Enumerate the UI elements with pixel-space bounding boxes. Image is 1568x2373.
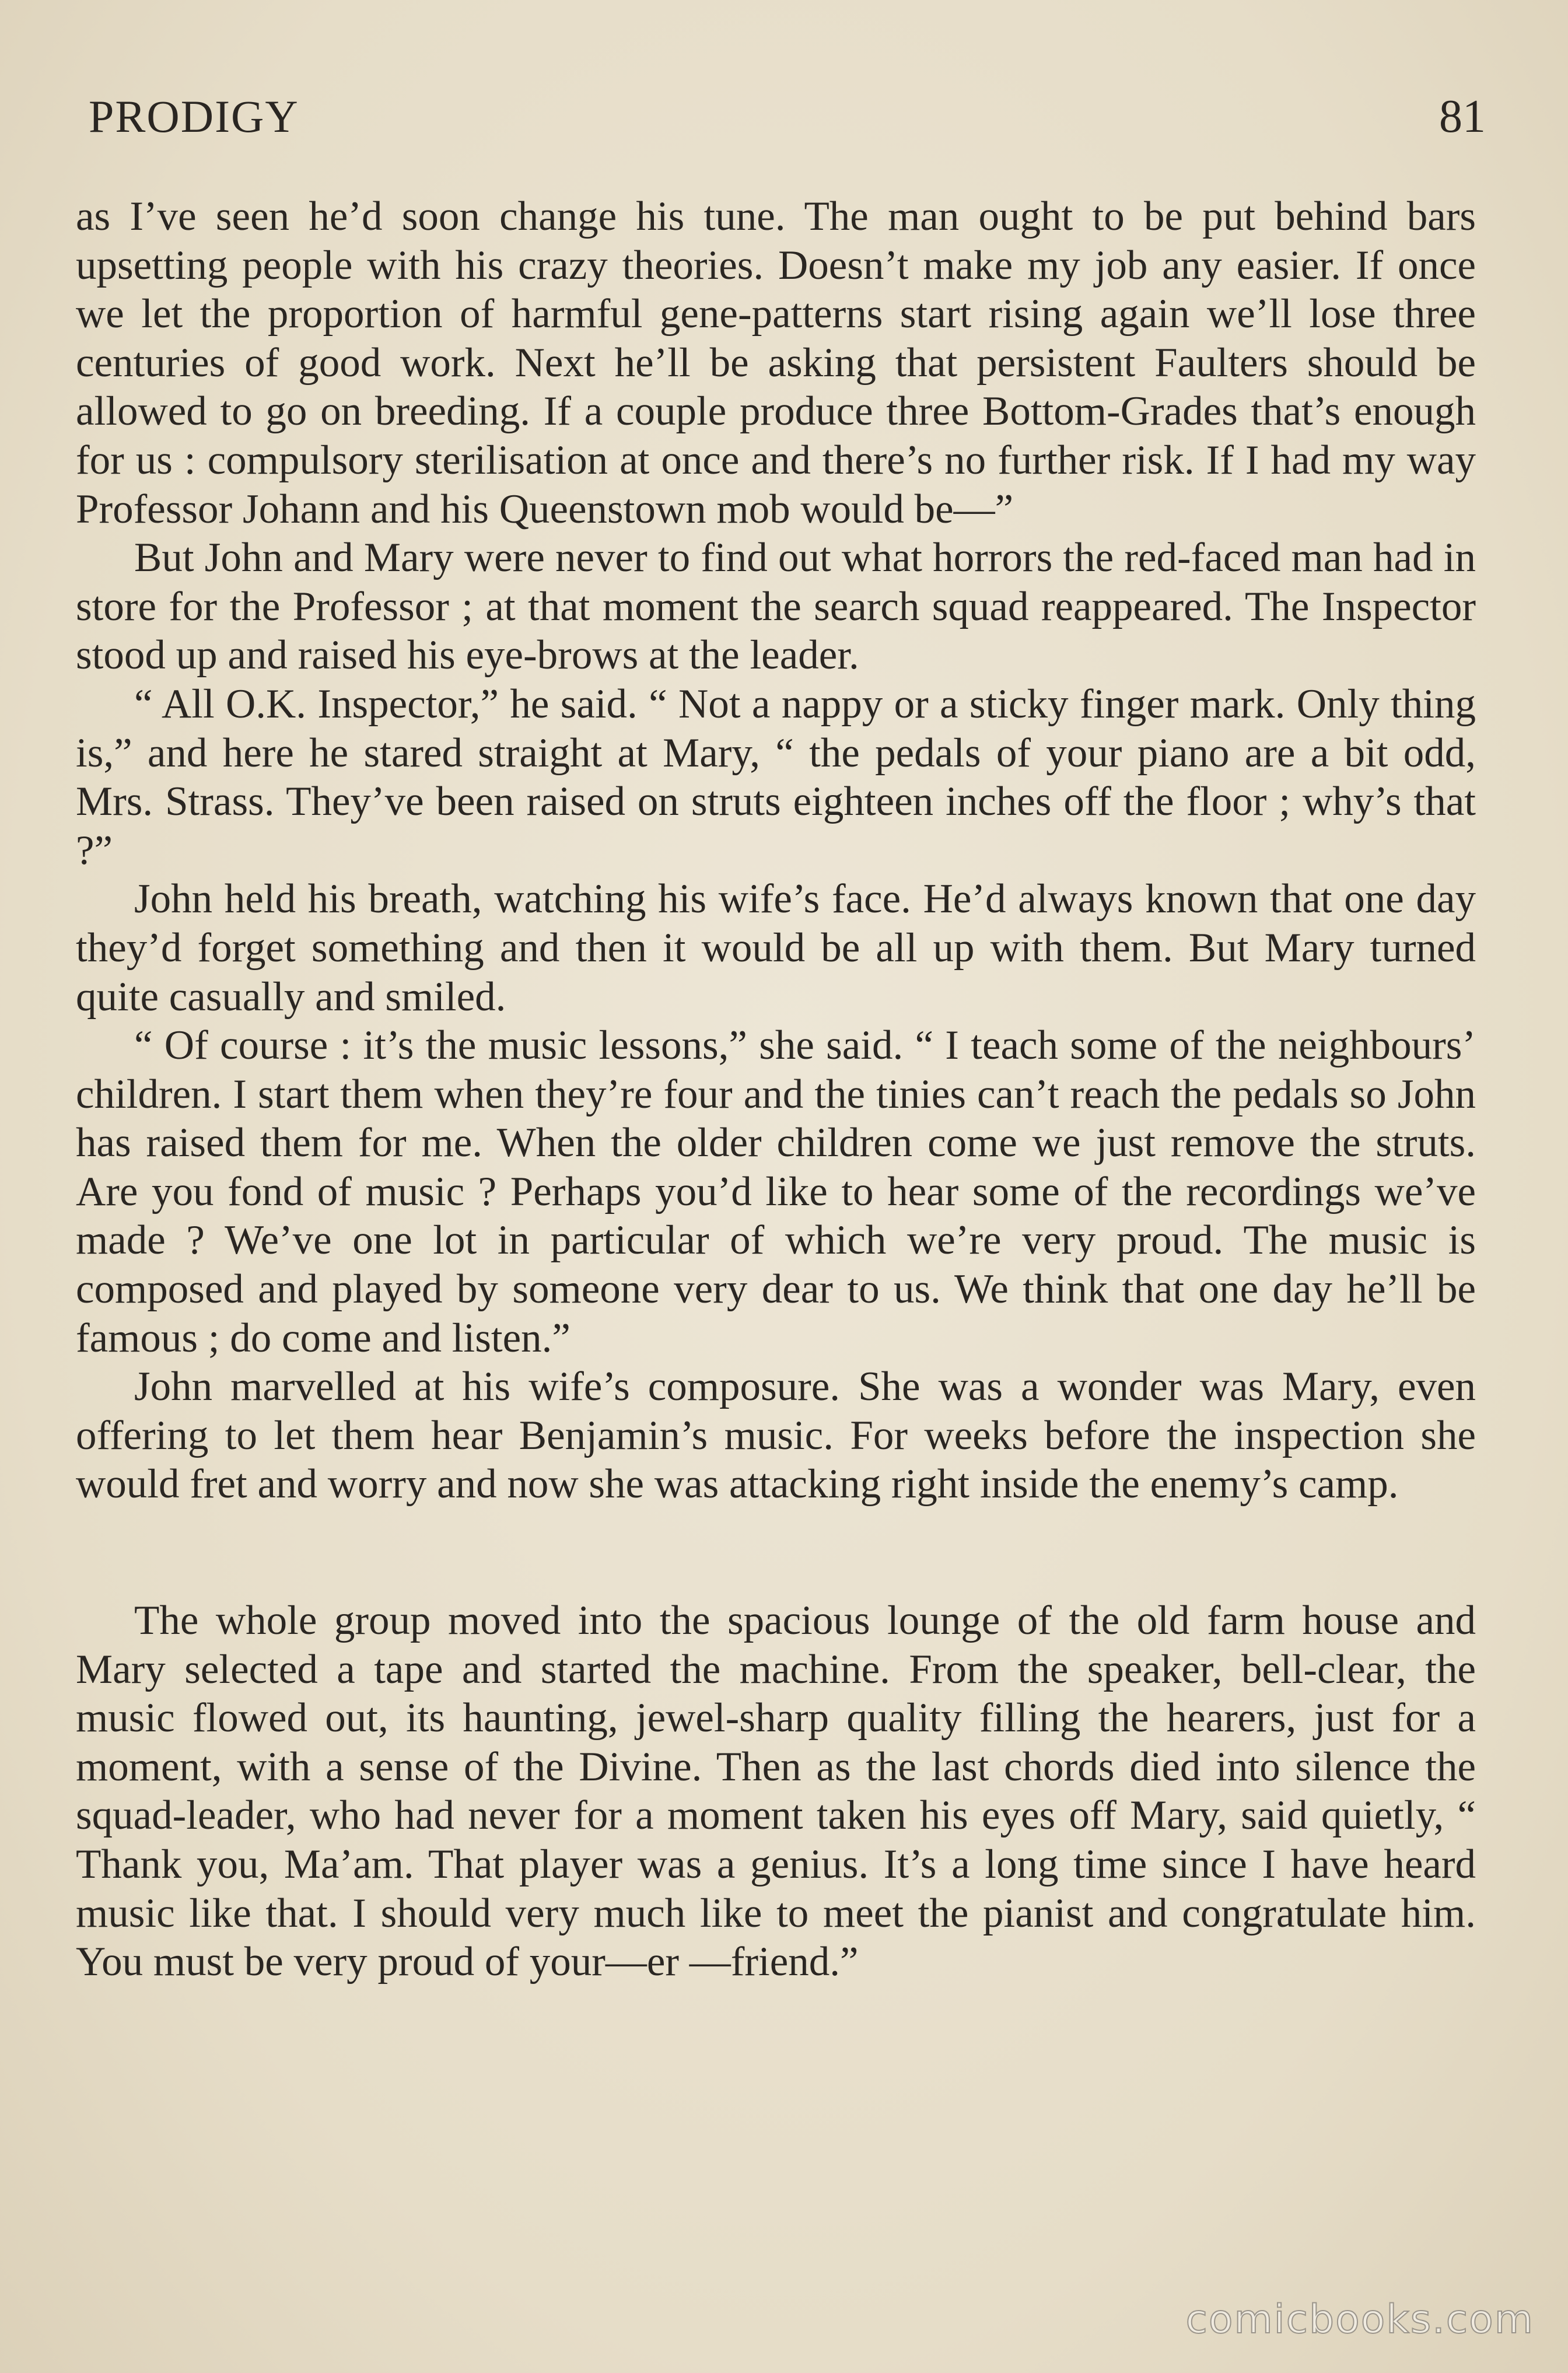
- page-number: 81: [1439, 91, 1486, 142]
- body-text: [76, 192, 1476, 1987]
- paragraph: But John and Mary were never to find out what horrors the red-faced man had in store for the Professor ; at that moment the search squad reappeared. The Inspector stood up and raised his eye-brows at the leader.: [76, 535, 1476, 678]
- paragraph: “ Of course : it’s the music lessons,” she said. “ I teach some of the neighbours’ children. I start them when they’re four and the tinies can’t reach the pedals so John has raised them for me. When the older children come we just remove the struts. Are you fond of music ? Perhaps you’d like to hear some of the recordings we’ve made ? We’ve one lot in particular of which we’re very proud. The music is composed and played by someone very dear to us. We think that one day he’ll be famous ; do come and listen.”: [76, 1023, 1476, 1361]
- watermark-logo: comicbooks.com: [1185, 2297, 1534, 2343]
- paragraph: “ All O.K. Inspector,” he said. “ Not a nappy or a sticky finger mark. Only thing is,” and here he stared straight at Mary, “ the pedals of your piano are a bit odd, Mrs. Strass. They’ve been raised on struts eighteen inches off the floor ; why’s that ?”: [76, 681, 1476, 873]
- paragraph: John marvelled at his wife’s composure. She was a wonder was Mary, even offering to let them hear Benjamin’s music. For weeks before the inspection she would fret and worry and now she was attacking right inside the enemy’s camp.: [76, 1364, 1476, 1507]
- paragraph: John held his breath, watching his wife’s face. He’d always known that one day they’d forget something and then it would be all up with them. But Mary turned quite casually and smiled.: [76, 876, 1476, 1020]
- paragraph-continued: as I’ve seen he’d soon change his tune. The man ought to be put behind bars upsetting people with his crazy theories. Doesn’t make my job any easier. If once we let the proportion of harmful gene-patterns start rising again we’ll lose three centuries of good work. Next he’ll be asking that persistent Faulters should be allowed to go on breeding. If a couple produce three Bottom-Grades that’s enough for us : compulsory sterilisation at once and there’s no further risk. If I had my way Professor Johann and his Queenstown mob would be—”: [76, 194, 1476, 532]
- page-header: [89, 88, 1486, 146]
- running-head-title: PRODIGY: [89, 91, 299, 142]
- paragraph-section-start: The whole group moved into the spacious lounge of the old farm house and Mary selected a tape and started the machine. From the speaker, bell-clear, the music flowed out, its haunting, jewel-sharp quality filling the hearers, just for a moment, with a sense of the Divine. Then as the last chords died into silence the squad-leader, who had never for a moment taken his eyes off Mary, said quietly, “ Thank you, Ma’am. That player was a genius. It’s a long time since I have heard music like that. I should very much like to meet the pianist and congratulate him. You must be very proud of your—er —friend.”: [76, 1598, 1476, 1985]
